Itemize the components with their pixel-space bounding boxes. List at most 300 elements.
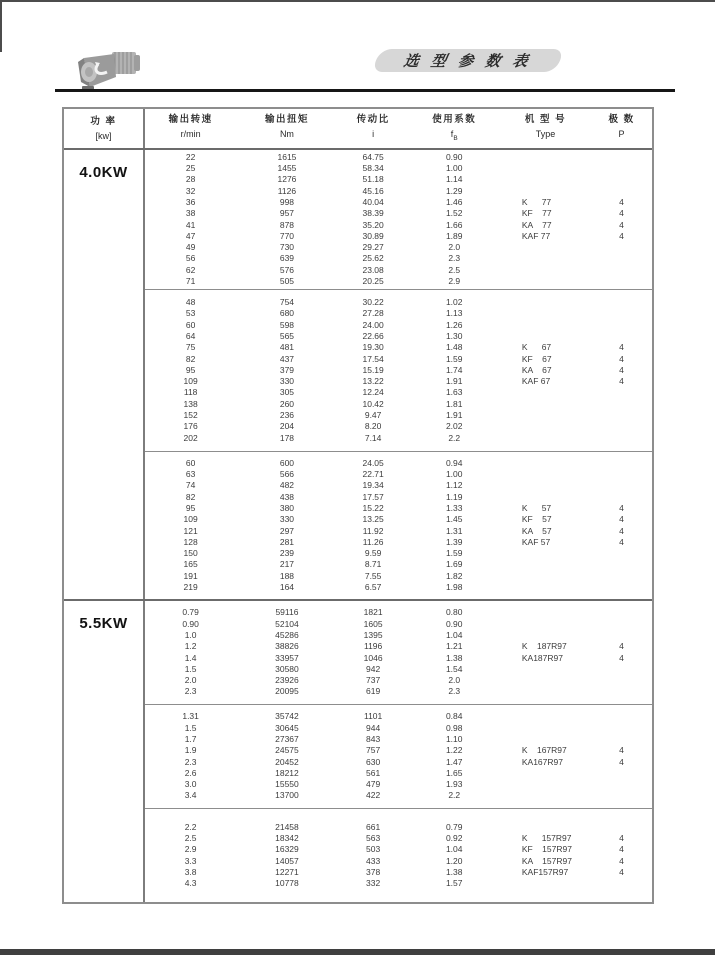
cell-rpm: 63 (185, 469, 196, 480)
cell-torque: 164 (279, 581, 295, 592)
cell-rpm: 152 (183, 410, 198, 421)
cell-torque: 14057 (275, 855, 299, 866)
header-poles: 极 数 P (608, 113, 635, 139)
cell-torque: 680 (279, 308, 295, 319)
cell-ratio: 24.00 (362, 319, 384, 330)
cell-ratio: 38.39 (362, 208, 384, 219)
cell-torque: 52104 (275, 618, 299, 629)
cell-ratio: 1196 (363, 641, 383, 652)
cell-service-factor: 1.02 (445, 297, 463, 308)
cell-poles (591, 582, 652, 593)
cell-torque: 178 (279, 432, 295, 443)
cell-ratio: 422 (366, 790, 381, 801)
table-row (145, 833, 652, 844)
cell-service-factor: 1.45 (445, 514, 463, 525)
cell-torque: 305 (279, 387, 295, 398)
power-column (64, 150, 145, 599)
table-row (145, 526, 652, 537)
data-block (145, 808, 652, 902)
cell-torque: 754 (279, 297, 295, 308)
cell-ratio: 7.55 (364, 570, 382, 581)
cell-type: KAF 57 (521, 536, 551, 547)
cell-rpm: 165 (183, 559, 198, 570)
cell-type (500, 686, 591, 697)
cell-poles (591, 779, 652, 790)
cell-torque: 600 (279, 457, 295, 468)
data-block (145, 289, 652, 451)
cell-service-factor: 0.92 (445, 832, 463, 843)
cell-type: KA 157R97 (521, 855, 572, 866)
cell-ratio: 29.27 (362, 242, 384, 253)
cell-poles: 4 (619, 756, 624, 767)
cell-ratio: 13.22 (362, 376, 384, 387)
cell-ratio: 11.92 (362, 525, 384, 536)
cell-poles (591, 548, 652, 559)
cell-service-factor: 1.98 (445, 581, 463, 592)
cell-rpm: 0.90 (182, 618, 199, 629)
cell-ratio: 332 (366, 878, 381, 889)
cell-rpm: 121 (183, 525, 198, 536)
cell-torque: 16329 (275, 844, 299, 855)
cell-rpm: 2.3 (184, 756, 197, 767)
cell-rpm: 38 (185, 208, 196, 219)
cell-service-factor: 1.47 (445, 756, 463, 767)
table-row (145, 734, 652, 745)
header-rule (55, 89, 675, 92)
cell-service-factor: 0.80 (445, 607, 463, 618)
cell-poles (591, 174, 652, 185)
table-row (145, 297, 652, 308)
cell-ratio: 64.75 (362, 151, 384, 162)
cell-type (500, 630, 591, 641)
cell-rpm: 2.9 (184, 844, 197, 855)
cell-type: KAF 77 (521, 230, 551, 241)
cell-poles (591, 186, 652, 197)
cell-poles (591, 253, 652, 264)
cell-service-factor: 2.3 (448, 253, 461, 264)
cell-torque: 770 (279, 230, 295, 241)
table-row (145, 308, 652, 319)
table-row (145, 410, 652, 421)
cell-torque: 878 (279, 219, 295, 230)
cell-poles: 4 (619, 502, 624, 513)
cell-service-factor: 1.52 (445, 208, 463, 219)
cell-poles: 4 (619, 652, 624, 663)
power-rating-label: 4.0KW (79, 164, 128, 181)
cell-type: KA 67 (521, 364, 552, 375)
cell-type (500, 458, 591, 469)
cell-service-factor: 1.38 (445, 866, 463, 877)
cell-type (500, 152, 591, 163)
cell-ratio: 27.28 (362, 308, 384, 319)
title-banner (371, 49, 564, 72)
table-row (145, 607, 652, 618)
cell-rpm: 3.0 (184, 779, 197, 790)
cell-service-factor: 2.0 (448, 675, 461, 686)
cell-type: KA187R97 (521, 652, 563, 663)
cell-type (500, 822, 591, 833)
cell-torque: 1615 (277, 151, 297, 162)
cell-ratio: 19.30 (362, 342, 384, 353)
cell-type: KAF 67 (521, 376, 551, 387)
power-header-cell (64, 109, 145, 148)
cell-poles: 4 (619, 342, 624, 353)
cell-rpm: 109 (183, 514, 198, 525)
cell-service-factor: 1.30 (445, 330, 463, 341)
cell-ratio: 737 (366, 675, 381, 686)
cell-torque: 45286 (275, 629, 299, 640)
cell-poles: 4 (619, 230, 624, 241)
cell-type: KA 77 (521, 219, 552, 230)
cell-rpm: 1.5 (184, 722, 197, 733)
cell-rpm: 191 (183, 570, 198, 581)
cell-torque: 482 (279, 480, 295, 491)
cell-poles (591, 469, 652, 480)
cell-poles: 4 (619, 855, 624, 866)
cell-ratio: 563 (366, 832, 381, 843)
cell-rpm: 2.3 (184, 686, 197, 697)
cell-torque: 23926 (275, 675, 299, 686)
cell-ratio: 944 (366, 722, 381, 733)
table-row (145, 867, 652, 878)
cell-type (500, 308, 591, 319)
cell-type (500, 387, 591, 398)
cell-service-factor: 1.38 (445, 652, 463, 663)
cell-rpm: 1.31 (182, 711, 199, 722)
cell-torque: 380 (279, 502, 295, 513)
cell-rpm: 1.2 (184, 641, 197, 652)
cell-ratio: 9.59 (364, 548, 382, 559)
cell-type: K 77 (521, 196, 552, 207)
cell-poles (591, 711, 652, 722)
cell-poles (591, 675, 652, 686)
cell-torque: 437 (279, 353, 295, 364)
cell-type: K 57 (521, 502, 552, 513)
cell-service-factor: 1.12 (445, 480, 463, 491)
table-row (145, 514, 652, 525)
cell-type (500, 492, 591, 503)
cell-torque: 20452 (275, 756, 299, 767)
cell-rpm: 82 (185, 491, 196, 502)
table-row (145, 844, 652, 855)
table-row (145, 571, 652, 582)
table-body (64, 150, 652, 902)
cell-ratio: 45.16 (362, 185, 384, 196)
cell-ratio: 35.20 (362, 219, 384, 230)
cell-service-factor: 1.04 (445, 844, 463, 855)
cell-ratio: 8.20 (364, 421, 382, 432)
table-row (145, 421, 652, 432)
cell-rpm: 41 (185, 219, 196, 230)
cell-torque: 281 (279, 536, 295, 547)
cell-poles (591, 686, 652, 697)
cell-service-factor: 2.02 (445, 421, 463, 432)
cell-service-factor: 1.91 (445, 410, 463, 421)
cell-poles: 4 (619, 353, 624, 364)
cell-poles (591, 664, 652, 675)
table-row (145, 686, 652, 697)
cell-torque: 59116 (275, 607, 299, 618)
cell-ratio: 1605 (363, 618, 383, 629)
cell-rpm: 74 (185, 480, 196, 491)
cell-poles: 4 (619, 219, 624, 230)
power-column (64, 601, 145, 902)
table-row (145, 630, 652, 641)
cell-torque: 21458 (275, 821, 299, 832)
cell-service-factor: 0.94 (445, 457, 463, 468)
cell-poles: 4 (619, 376, 624, 387)
cell-service-factor: 0.84 (445, 711, 463, 722)
cell-rpm: 71 (185, 275, 196, 286)
cell-service-factor: 1.59 (445, 548, 463, 559)
cell-rpm: 95 (185, 364, 196, 375)
table-row (145, 186, 652, 197)
cell-ratio: 8.71 (364, 559, 382, 570)
table-row (145, 664, 652, 675)
cell-type (500, 559, 591, 570)
cell-ratio: 619 (366, 686, 381, 697)
table-row (145, 399, 652, 410)
power-header-unit: [kw] (95, 130, 112, 141)
cell-ratio: 757 (366, 745, 381, 756)
cell-ratio: 503 (366, 844, 381, 855)
cell-service-factor: 1.26 (445, 319, 463, 330)
cell-ratio: 13.25 (362, 514, 384, 525)
cell-ratio: 1821 (363, 607, 383, 618)
cell-ratio: 23.08 (362, 264, 384, 275)
cell-type (500, 711, 591, 722)
cell-service-factor: 1.63 (445, 387, 463, 398)
cell-ratio: 9.47 (364, 410, 382, 421)
table-row (145, 354, 652, 365)
cell-torque: 15550 (275, 779, 299, 790)
power-section (64, 599, 652, 902)
cell-type: K 157R97 (521, 832, 572, 843)
table-row (145, 653, 652, 664)
cell-service-factor: 1.00 (445, 163, 463, 174)
cell-torque: 379 (279, 364, 295, 375)
cell-service-factor: 1.93 (445, 779, 463, 790)
cell-rpm: 1.0 (184, 629, 197, 640)
cell-poles (591, 790, 652, 801)
cell-poles (591, 297, 652, 308)
cell-ratio: 1101 (363, 711, 383, 722)
cell-torque: 438 (279, 491, 295, 502)
cell-type: KA167R97 (521, 756, 563, 767)
cell-type (500, 265, 591, 276)
cell-ratio: 17.54 (362, 353, 384, 364)
cell-service-factor: 1.13 (445, 308, 463, 319)
cell-poles (591, 265, 652, 276)
cell-poles (591, 410, 652, 421)
table-row (145, 331, 652, 342)
header-type: 机 型 号 Type (524, 113, 567, 139)
cell-type: KF 57 (521, 514, 552, 525)
table-row (145, 174, 652, 185)
cell-torque: 297 (279, 525, 295, 536)
cell-poles (591, 308, 652, 319)
cell-service-factor: 1.59 (445, 353, 463, 364)
cell-type: KF 67 (521, 353, 552, 364)
cell-ratio: 51.18 (362, 174, 384, 185)
cell-service-factor: 1.89 (445, 230, 463, 241)
cell-ratio: 17.57 (362, 491, 384, 502)
cell-poles: 4 (619, 745, 624, 756)
cell-rpm: 150 (183, 548, 198, 559)
page-title: 选 型 参 数 表 (402, 53, 534, 70)
cell-poles: 4 (619, 364, 624, 375)
cell-poles (591, 878, 652, 889)
cell-rpm: 53 (185, 308, 196, 319)
cell-ratio: 843 (366, 733, 381, 744)
cell-poles (591, 242, 652, 253)
cell-poles (591, 723, 652, 734)
cell-type (500, 582, 591, 593)
power-section (64, 150, 652, 599)
cell-service-factor: 2.3 (448, 686, 461, 697)
cell-rpm: 3.8 (184, 866, 197, 877)
cell-service-factor: 1.74 (445, 364, 463, 375)
cell-torque: 330 (279, 514, 295, 525)
cell-service-factor: 1.04 (445, 629, 463, 640)
cell-torque: 217 (279, 559, 295, 570)
table-row (145, 342, 652, 353)
data-block (145, 704, 652, 808)
table-row (145, 376, 652, 387)
cell-type (500, 571, 591, 582)
cell-ratio: 22.71 (362, 469, 384, 480)
cell-service-factor: 1.10 (445, 733, 463, 744)
cell-ratio: 10.42 (362, 398, 384, 409)
cell-torque: 505 (279, 275, 295, 286)
cell-poles: 4 (619, 844, 624, 855)
cell-poles: 4 (619, 514, 624, 525)
cell-rpm: 32 (185, 185, 196, 196)
cell-type (500, 664, 591, 675)
scan-edge-bottom (0, 949, 715, 955)
data-block (145, 601, 652, 704)
cell-type: K 67 (521, 342, 552, 353)
table-row (145, 757, 652, 768)
cell-service-factor: 1.82 (445, 570, 463, 581)
cell-poles (591, 421, 652, 432)
cell-rpm: 118 (183, 387, 198, 398)
cell-service-factor: 1.21 (445, 641, 463, 652)
table-row (145, 822, 652, 833)
cell-type: K 187R97 (521, 641, 567, 652)
cell-rpm: 2.6 (184, 767, 197, 778)
table-row (145, 779, 652, 790)
table-row (145, 790, 652, 801)
cell-type (500, 469, 591, 480)
table-row (145, 265, 652, 276)
cell-service-factor: 1.65 (445, 767, 463, 778)
cell-ratio: 942 (366, 663, 381, 674)
cell-rpm: 2.2 (184, 821, 197, 832)
cell-service-factor: 0.90 (445, 151, 463, 162)
cell-rpm: 3.4 (184, 790, 197, 801)
cell-ratio: 15.22 (362, 502, 384, 513)
cell-poles (591, 480, 652, 491)
cell-rpm: 202 (183, 432, 198, 443)
cell-torque: 30645 (275, 722, 299, 733)
cell-ratio: 24.05 (362, 457, 384, 468)
cell-torque: 481 (279, 342, 295, 353)
cell-service-factor: 1.33 (445, 502, 463, 513)
cell-torque: 1126 (277, 185, 297, 196)
cell-ratio: 378 (366, 866, 381, 877)
cell-rpm: 0.79 (182, 607, 199, 618)
cell-torque: 10778 (275, 878, 299, 889)
cell-rpm: 109 (183, 376, 198, 387)
cell-service-factor: 1.69 (445, 559, 463, 570)
cell-type: KF 157R97 (521, 844, 572, 855)
table-row (145, 856, 652, 867)
cell-torque: 30580 (275, 663, 299, 674)
cell-type (500, 399, 591, 410)
cell-torque: 13700 (275, 790, 299, 801)
table-row (145, 768, 652, 779)
cell-torque: 27367 (275, 733, 299, 744)
table-row (145, 387, 652, 398)
scan-edge-top (0, 0, 715, 2)
cell-poles (591, 822, 652, 833)
table-row (145, 537, 652, 548)
cell-type (500, 163, 591, 174)
cell-service-factor: 1.39 (445, 536, 463, 547)
cell-poles (591, 607, 652, 618)
table-row (145, 492, 652, 503)
cell-service-factor: 1.22 (445, 745, 463, 756)
cell-ratio: 15.19 (362, 364, 384, 375)
cell-torque: 24575 (275, 745, 299, 756)
cell-torque: 598 (279, 319, 295, 330)
cell-rpm: 138 (183, 398, 198, 409)
header-service-factor: 使用系数 $f_B$ (432, 113, 477, 142)
cell-rpm: 2.0 (184, 675, 197, 686)
cell-service-factor: 1.14 (445, 174, 463, 185)
power-rating-label: 5.5KW (79, 615, 128, 632)
cell-poles: 4 (619, 196, 624, 207)
cell-poles (591, 387, 652, 398)
table-row (145, 559, 652, 570)
cell-poles: 4 (619, 832, 624, 843)
cell-service-factor: 1.19 (445, 491, 463, 502)
cell-service-factor: 2.0 (448, 242, 461, 253)
cell-type (500, 186, 591, 197)
cell-ratio: 433 (366, 855, 381, 866)
cell-rpm: 49 (185, 242, 196, 253)
cell-torque: 566 (279, 469, 295, 480)
cell-service-factor: 1.48 (445, 342, 463, 353)
cell-rpm: 47 (185, 230, 196, 241)
cell-torque: 957 (279, 208, 295, 219)
cell-torque: 260 (279, 398, 295, 409)
table-row (145, 197, 652, 208)
cell-ratio: 7.14 (364, 432, 382, 443)
table-row (145, 253, 652, 264)
cell-ratio: 561 (366, 767, 381, 778)
cell-torque: 35742 (275, 711, 299, 722)
table-row (145, 469, 652, 480)
cell-poles (591, 458, 652, 469)
cell-ratio: 40.04 (362, 196, 384, 207)
cell-service-factor: 1.54 (445, 663, 463, 674)
table-row (145, 745, 652, 756)
table-row (145, 480, 652, 491)
cell-type (500, 723, 591, 734)
cell-type (500, 242, 591, 253)
